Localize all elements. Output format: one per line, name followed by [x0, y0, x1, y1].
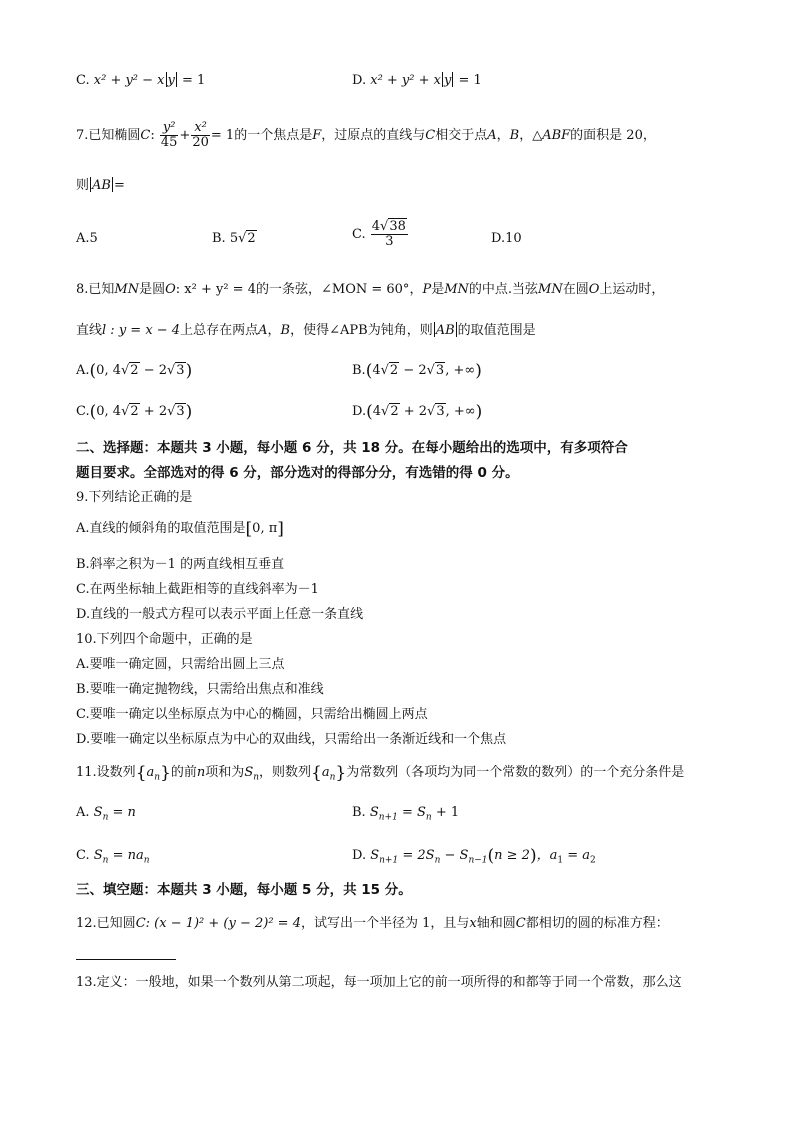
q10-option-c: C.要唯一确定以坐标原点为中心的椭圆，只需给出椭圆上两点	[76, 707, 428, 722]
q11-option-d: D. $S_{n+1} = 2S_n - S_{n-1}(n \ge 2)$，$a_1 = a_2$	[352, 846, 596, 866]
q7-option-c: C. $\frac{4√38}{3}$	[352, 219, 406, 249]
q10-stem: 10.下列四个命题中，正确的是	[76, 632, 253, 647]
q10-option-d: D.要唯一确定以坐标原点为中心的双曲线，只需给出一条渐近线和一个焦点	[76, 732, 507, 747]
q7-option-a: A.5	[76, 231, 98, 246]
q11-option-c: C. $S_n = na_n$	[76, 848, 150, 866]
section2-heading-line2: 题目要求。全部选对的得 6 分，部分选对的得部分分，有选错的得 0 分。	[76, 465, 519, 481]
q7-stem-line2: 则 AB =	[76, 178, 125, 193]
q11-option-b: B. $S_{n+1} = S_n + 1$	[352, 805, 460, 823]
fraction-x2-20: $\frac{\text{x²}}{20}$	[192, 120, 209, 150]
q7-stem: 7.已知椭圆C: $\frac{\text{y²}}{45}$ + $\frac{\text{x²}}{20}$ = 1的一个焦点是F，过原点的直线与C相交于点A，B，△ABF的面积是 20，	[76, 120, 656, 150]
q8-option-c: C.(0, 4√2 + 2√3)	[76, 402, 193, 422]
q7-option-b: B. 5√2	[212, 231, 256, 246]
q6-option-d: D. x² + y² + x y = 1	[352, 73, 482, 88]
q12-answer-blank	[76, 959, 176, 960]
q13-stem: 13.定义：一般地，如果一个数列从第二项起，每一项加上它的前一项所得的和都等于同一个常数，那么这	[76, 975, 682, 990]
q6-option-c: C. x² + y² − x y = 1	[76, 73, 206, 88]
fraction-y2-45: $\frac{\text{y²}}{45}$	[160, 120, 178, 150]
q8-option-b: B.(4√2 − 2√3, +∞)	[352, 361, 482, 381]
q9-option-c: C.在两坐标轴上截距相等的直线斜率为－1	[76, 582, 319, 597]
q10-option-b: B.要唯一确定抛物线，只需给出焦点和准线	[76, 682, 324, 697]
q9-option-b: B.斜率之积为－1 的两直线相互垂直	[76, 557, 285, 572]
q12-stem: 12.已知圆C: (x − 1)² + (y − 2)² = 4，试写出一个半径为 1，且与x轴和圆C都相切的圆的标准方程：	[76, 916, 669, 931]
q11-option-a: A. $S_n = n$	[76, 805, 136, 823]
fraction-4sqrt38-3: $\frac{4√38}{3}$	[371, 219, 406, 249]
q7-option-d: D.10	[491, 231, 522, 246]
q10-option-a: A.要唯一确定圆，只需给出圆上三点	[76, 657, 285, 672]
q8-option-d: D.(4√2 + 2√3, +∞)	[352, 402, 483, 422]
q8-option-a: A.(0, 4√2 − 2√3)	[76, 361, 193, 381]
section3-heading: 三、填空题：本题共 3 小题，每小题 5 分，共 15 分。	[76, 882, 412, 898]
q8-stem: 8.已知MN是圆O: x² + y² = 4的一条弦，∠MON = 60°，P是MN的中点.当弦MN在圆O上运动时，	[76, 282, 665, 297]
section2-heading: 二、选择题：本题共 3 小题，每小题 6 分，共 18 分。在每小题给出的选项中，有多项符合	[76, 440, 628, 456]
q9-option-d: D.直线的一般式方程可以表示平面上任意一条直线	[76, 607, 364, 622]
q9-stem: 9.下列结论正确的是	[76, 490, 193, 505]
q8-stem-line2: 直线l : y = x − 4上总存在两点A，B，使得∠APB为钝角，则 AB 的取值范围是	[76, 323, 536, 338]
q11-stem: 11.设数列$\{a_n\}$的前n项和为$S_n$，则数列$\{a_n\}$为常数列（各项均为同一个常数的数列）的一个充分条件是	[76, 763, 685, 783]
q9-option-a: A.直线的倾斜角的取值范围是[0, π]	[76, 519, 284, 539]
